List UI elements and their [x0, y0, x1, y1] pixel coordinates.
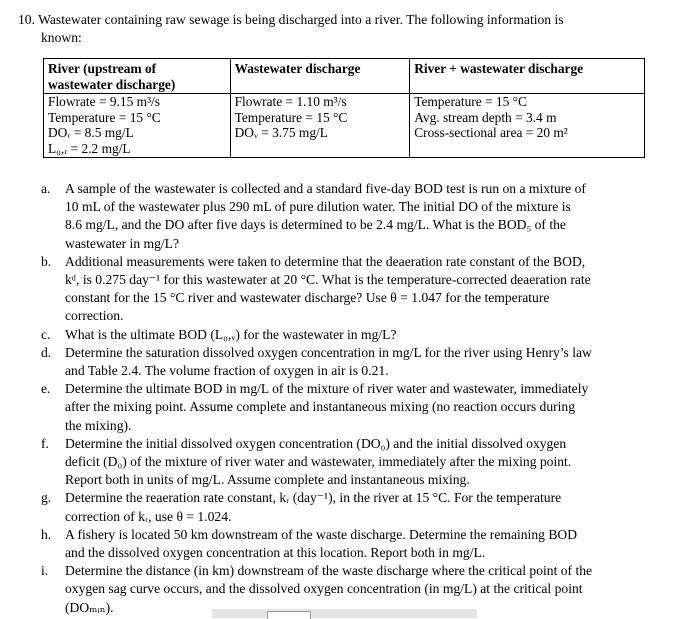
part-line: and Table 2.4. The volume fraction of oxygen in air is 0.21. [65, 363, 389, 379]
part-line: Determine the saturation dissolved oxygen concentration in mg/L for the river using Henry’s law [65, 344, 592, 360]
part-line: 8.6 mg/L, and the DO after five days is determined to be 2.4 mg/L. What is the BOD₅ of the [65, 217, 566, 233]
part-line: Report both in units of mg/L. Assume complete and instantaneous mixing. [65, 472, 470, 488]
part-line: after the mixing point. Assume complete and instantaneous mixing (no reaction occurs during [65, 399, 576, 415]
part-line: kᵈ, is 0.275 day⁻¹ for this wastewater at 20 °C. What is the temperature-corrected deaeration rate [65, 272, 591, 288]
part-label: i. [41, 563, 49, 579]
question-part [22, 326, 642, 344]
mix-temperature: Temperature = 15 °C [414, 94, 527, 110]
river-values-cell [44, 94, 231, 157]
part-line: correction. [65, 308, 124, 324]
header-river [44, 59, 231, 94]
part-line: What is the ultimate BOD (L₀,ᵥ) for the wastewater in mg/L? [65, 326, 397, 342]
part-line: Determine the reaeration rate constant, kᵣ (day⁻¹), in the river at 15 °C. For the temperature [65, 490, 562, 506]
header-wastewater: Wastewater discharge [230, 59, 410, 94]
header-river-line2: wastewater discharge) [48, 76, 176, 92]
question-part [22, 380, 642, 435]
mix-values-cell [410, 94, 645, 157]
part-label: a. [41, 181, 51, 196]
table-header-row [44, 59, 645, 94]
part-line: Determine the initial dissolved oxygen concentration (DO₀) and the initial dissolved oxygen [65, 435, 567, 451]
part-line: wastewater in mg/L? [65, 235, 179, 251]
part-line: Determine the distance (in km) downstream of the waste discharge where the critical point of the [65, 563, 593, 579]
problem-intro-line1: Wastewater containing raw sewage is being discharged into a river. The following information is [38, 12, 564, 27]
problem-number: 10. [18, 12, 35, 27]
part-label: g. [41, 490, 52, 506]
river-temperature: Temperature = 15 °C [48, 109, 161, 125]
part-line: 10 mL of the wastewater plus 290 mL of pure dilution water. The initial DO of the mixture is [65, 199, 571, 215]
part-line: Determine the ultimate BOD in mg/L of the mixture of river water and wastewater, immediately [65, 381, 589, 397]
wastewater-flowrate: Flowrate = 1.10 m³/s [234, 94, 347, 110]
question-part [22, 489, 642, 525]
river-do: DOᵣ = 8.5 mg/L [48, 125, 134, 141]
part-line: correction of kᵣ, use θ = 1.024. [65, 508, 232, 524]
part-line: Additional measurements were taken to determine that the deaeration rate constant of the BOD, [65, 253, 586, 269]
river-flowrate: Flowrate = 9.15 m³/s [48, 94, 160, 110]
wastewater-do: DOᵥ = 3.75 mg/L [234, 125, 328, 141]
part-line: and the dissolved oxygen concentration at this location. Report both in mg/L. [65, 545, 486, 561]
question-part [22, 253, 642, 326]
problem-intro-line2: known: [41, 30, 82, 46]
header-mix: River + wastewater discharge [410, 59, 645, 94]
wastewater-temperature: Temperature = 15 °C [234, 109, 348, 125]
part-line: constant for the 15 °C river and wastewater discharge? Use θ = 1.047 for the temperature [65, 290, 550, 306]
part-label: f. [41, 435, 49, 451]
part-label: b. [41, 253, 52, 269]
table-data-row [44, 94, 645, 157]
problem-heading [18, 11, 658, 47]
part-line: A fishery is located 50 km downstream of the waste discharge. Determine the remaining BOD [65, 526, 578, 542]
question-part [22, 344, 642, 380]
mix-depth: Avg. stream depth = 3.4 m [414, 109, 557, 125]
question-part [22, 435, 642, 490]
part-line: the mixing). [65, 417, 132, 433]
question-part [22, 180, 642, 253]
part-label: h. [41, 526, 52, 542]
bottom-scroll-bar[interactable] [212, 609, 477, 618]
mix-area: Cross-sectional area = 20 m² [414, 125, 568, 141]
known-information-table [43, 58, 645, 158]
part-line: oxygen sag curve occurs, and the dissolved oxygen concentration (in mg/L) at the critical point [65, 581, 583, 597]
part-label: c. [41, 326, 51, 342]
part-line: (DOₘᵢₙ). [65, 599, 114, 615]
part-label: e. [41, 381, 51, 397]
river-lo: L₀,ᵣ = 2.2 mg/L [48, 140, 131, 156]
question-part [22, 526, 642, 562]
part-label: d. [41, 344, 52, 360]
part-line: A sample of the wastewater is collected and a standard five-day BOD test is run on a mixture of [65, 181, 586, 196]
header-river-line1: River (upstream of [48, 61, 157, 76]
part-line: deficit (D₀) of the mixture of river water and wastewater, immediately after the mixing point. [65, 454, 572, 470]
question-parts-list [22, 180, 642, 617]
wastewater-values-cell [230, 94, 410, 157]
